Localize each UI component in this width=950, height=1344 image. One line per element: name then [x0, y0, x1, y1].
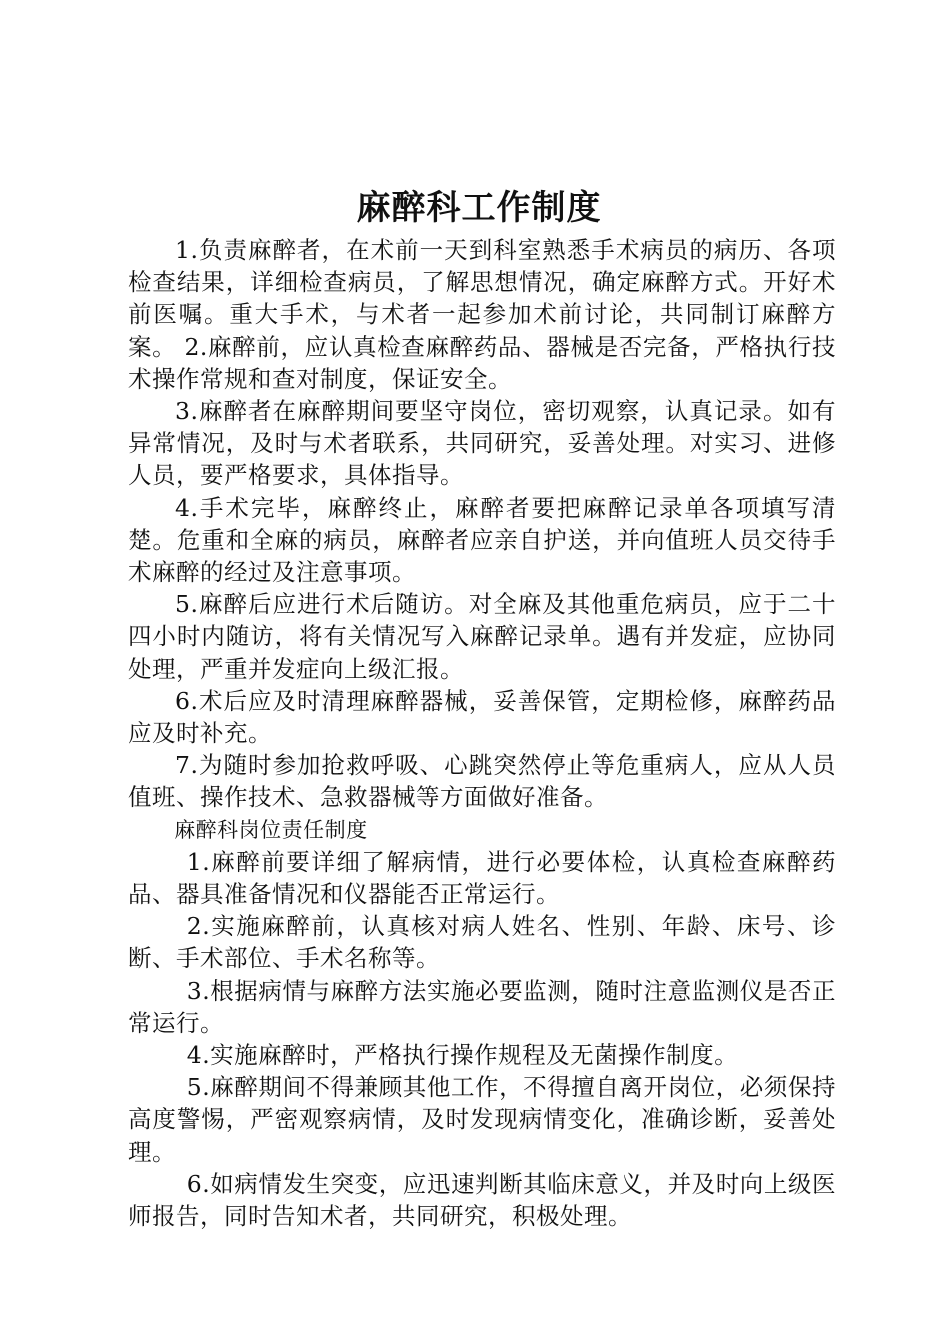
paragraph-3: 3.麻醉者在麻醉期间要坚守岗位，密切观察，认真记录。如有异常情况，及时与术者联系，共同研究，妥善处理。对实习、进修人员，要严格要求，具体指导。 [128, 397, 836, 490]
section2-paragraph-2: 2.实施麻醉前，认真核对病人姓名、性别、年龄、床号、诊断、手术部位、手术名称等。 [128, 912, 836, 973]
section-heading: 麻醉科岗位责任制度 [174, 817, 368, 842]
paragraph-7: 7.为随时参加抢救呼吸、心跳突然停止等危重病人，应从人员值班、操作技术、急救器械等方面做好准备。 [128, 751, 836, 812]
section2-paragraph-5: 5.麻醉期间不得兼顾其他工作，不得擅自离开岗位，必须保持高度警惕，严密观察病情，及时发现病情变化，准确诊断，妥善处理。 [128, 1073, 836, 1166]
document-title: 麻醉科工作制度 [356, 188, 602, 228]
paragraph-6: 6.术后应及时清理麻醉器械，妥善保管，定期检修，麻醉药品应及时补充。 [128, 686, 836, 748]
section2-paragraph-4: 4.实施麻醉时，严格执行操作规程及无菌操作制度。 [186, 1041, 739, 1070]
section2-paragraph-3: 3.根据病情与麻醉方法实施必要监测，随时注意监测仪是否正常运行。 [128, 976, 836, 1037]
paragraph-4: 4.手术完毕，麻醉终止，麻醉者要把麻醉记录单各项填写清楚。危重和全麻的病员，麻醉者应亲自护送，并向值班人员交待手术麻醉的经过及注意事项。 [128, 493, 836, 587]
document-body [128, 234, 836, 1232]
paragraph-1: 1.负责麻醉者，在术前一天到科室熟悉手术病员的病历、各项检查结果，详细检查病员，了解思想情况，确定麻醉方式。开好术前医嘱。重大手术，与术者一起参加术前讨论，共同制订麻醉方案。 2.麻醉前，应认真检查麻醉药品、器械是否完备，严格执行技术操作常规和查对制度，保证安全。 [128, 236, 836, 393]
section2-paragraph-6: 6.如病情发生突变，应迅速判断其临床意义，并及时向上级医师报告，同时告知术者，共同研究，积极处理。 [128, 1169, 836, 1231]
section2-paragraph-1: 1.麻醉前要详细了解病情，进行必要体检，认真检查麻醉药品、器具准备情况和仪器能否正常运行。 [128, 847, 836, 909]
paragraph-5: 5.麻醉后应进行术后随访。对全麻及其他重危病员，应于二十四小时内随访，将有关情况写入麻醉记录单。遇有并发症，应协同处理，严重并发症向上级汇报。 [128, 590, 836, 683]
